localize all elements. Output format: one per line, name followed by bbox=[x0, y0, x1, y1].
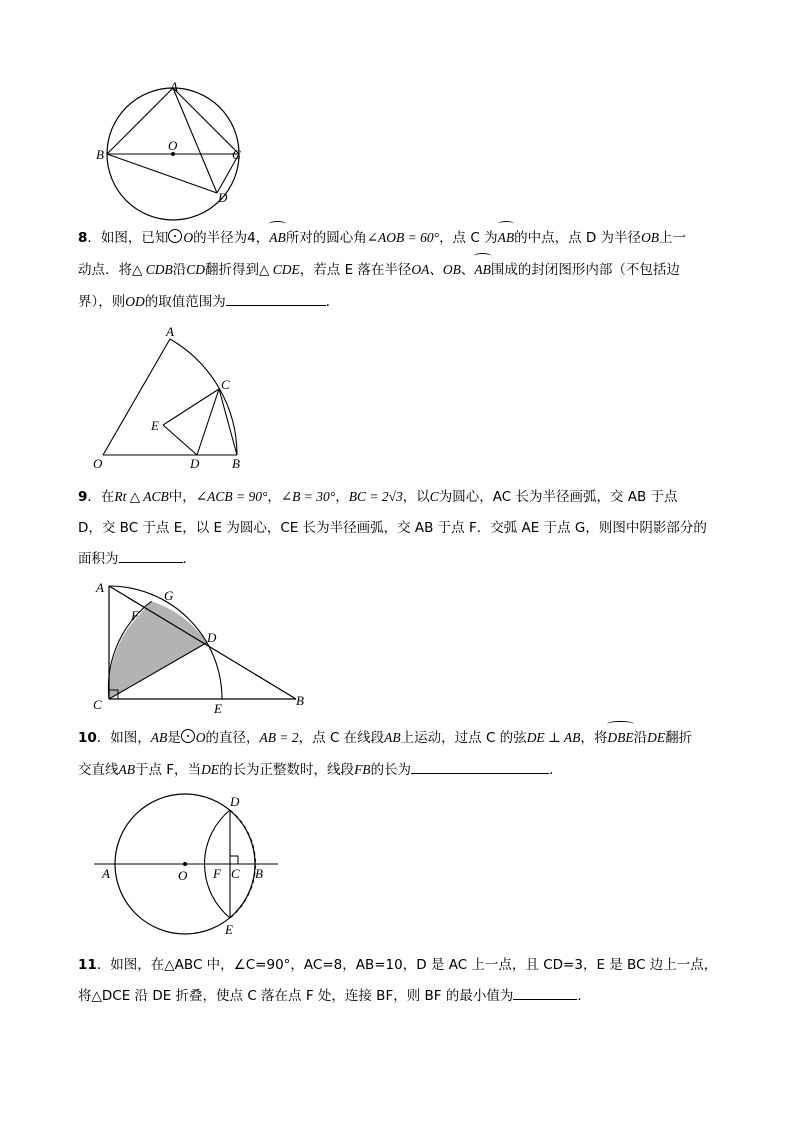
question-number: 8 bbox=[78, 230, 88, 246]
q9-text-14: ． bbox=[182, 551, 196, 567]
question-number: 11 bbox=[78, 957, 97, 973]
label-d: D bbox=[218, 190, 228, 205]
answer-blank[interactable] bbox=[513, 984, 577, 1000]
q8-text-3: 的半径为4， bbox=[193, 230, 270, 246]
label-d: D bbox=[190, 456, 200, 471]
label-c: C bbox=[93, 697, 102, 712]
q10-math-ab3: AB bbox=[384, 730, 401, 745]
q9-math-rt: Rt △ ACB bbox=[114, 489, 169, 504]
q8-math-cdb: △ CDB bbox=[132, 262, 173, 277]
q10-text-9: 上运动，过点 C 的弦 bbox=[400, 730, 527, 746]
label-f: F bbox=[213, 866, 221, 881]
label-o: O bbox=[93, 456, 103, 471]
question-number: 10 bbox=[78, 730, 97, 746]
label-g: G bbox=[164, 588, 174, 603]
question-9 bbox=[78, 481, 758, 575]
label-a: A bbox=[166, 324, 174, 339]
q8-text-28: ． bbox=[325, 294, 340, 310]
q10-text-3: 是 bbox=[167, 730, 181, 746]
label-o: O bbox=[168, 138, 178, 153]
label-a: A bbox=[102, 866, 110, 881]
label-b: B bbox=[96, 147, 104, 162]
question-10 bbox=[78, 722, 758, 786]
answer-blank[interactable] bbox=[226, 290, 326, 306]
label-b: B bbox=[296, 693, 304, 708]
q9-math-b: ∠B = 30° bbox=[280, 489, 336, 504]
q10-text-1: ．如图， bbox=[96, 730, 151, 746]
label-c: C bbox=[232, 147, 241, 162]
q10-math-de2: DE bbox=[647, 730, 666, 745]
answer-blank[interactable] bbox=[411, 758, 549, 774]
q10-math-ab: AB bbox=[150, 730, 168, 745]
q9-text-12: D，交 BC 于点 E，以 E 为圆心，CE 长为半径画弧，交 AB 于点 F．交弧 AE 于点 G，则图中阴影部分的 bbox=[78, 520, 707, 536]
q8-text-14: 沿 bbox=[172, 262, 187, 278]
arc-ab bbox=[170, 339, 237, 455]
q9-text-7: ， bbox=[335, 489, 349, 505]
question-11 bbox=[78, 950, 758, 1012]
q9-math-bc: BC = 2√3 bbox=[348, 489, 403, 504]
q10-text-16: 交直线 bbox=[78, 762, 119, 778]
q10-text-23: ． bbox=[549, 762, 563, 778]
q8-text-5: 所对的圆心角 bbox=[285, 230, 367, 246]
q9-text-3: 中， bbox=[168, 489, 196, 505]
label-e: E bbox=[214, 701, 222, 716]
q8-text-24: 围成的封闭图形内部（不包括边 bbox=[490, 262, 680, 278]
center-dot bbox=[183, 862, 187, 866]
question-8 bbox=[78, 222, 758, 318]
segment-ad bbox=[173, 88, 217, 193]
q10-text-5: 的直径， bbox=[205, 730, 260, 746]
q10-math-ab2: AB = 2 bbox=[259, 730, 299, 745]
q10-math-ab4: AB bbox=[118, 762, 135, 777]
q11-text-1: ．如图，在△ABC 中，∠C=90°，AC=8，AB=10，D 是 AC 上一点，且 CD=3，E 是 BC 边上一点， bbox=[96, 957, 718, 973]
label-a: A bbox=[170, 79, 178, 94]
q10-math-de: DE ⊥ AB bbox=[526, 730, 581, 745]
q10-math-de3: DE bbox=[201, 762, 220, 777]
q10-text-20: 的长为正整数时，线段 bbox=[219, 762, 355, 778]
question-number: 9 bbox=[78, 489, 88, 505]
q9-text-1: ．在 bbox=[87, 489, 115, 505]
q8-text-18: ，若点 E 落在半径 bbox=[299, 262, 412, 278]
q9-text-11: 为圆心，AC 长为半径画弧，交 AB 于点 bbox=[438, 489, 678, 505]
q9-text-13: 面积为 bbox=[78, 551, 119, 567]
q8-math-o: O bbox=[183, 230, 194, 245]
q10-math-fb: FB bbox=[354, 762, 371, 777]
q8-text-25: 界），则 bbox=[78, 294, 126, 310]
label-b: B bbox=[255, 866, 263, 881]
q8-text-16: 翻折得到 bbox=[205, 262, 260, 278]
q8-text-11: 上一 bbox=[659, 230, 687, 246]
q8-math-ob: OB bbox=[641, 230, 660, 245]
q8-math-od: OD bbox=[125, 294, 145, 309]
figure-q7 bbox=[90, 76, 260, 226]
figure-q10 bbox=[90, 790, 290, 940]
segment-cd bbox=[197, 389, 219, 455]
q8-math-oa: OA bbox=[411, 262, 430, 277]
right-angle-mark bbox=[230, 856, 238, 864]
segment-cb bbox=[219, 389, 237, 455]
q8-math-ob-2: OB bbox=[442, 262, 461, 277]
label-e: E bbox=[151, 418, 159, 433]
q8-text-1: ．如图，已知 bbox=[87, 230, 169, 246]
q8-math-cd: CD bbox=[186, 262, 206, 277]
circle-symbol-icon bbox=[181, 729, 195, 743]
q11-text-2: 将△DCE 沿 DE 折叠，使点 C 落在点 F 处，连接 BF，则 BF 的最小值为 bbox=[78, 988, 514, 1004]
q9-text-5: ， bbox=[267, 489, 281, 505]
q8-text-27: 的取值范围为 bbox=[144, 294, 226, 310]
label-e: E bbox=[225, 922, 233, 937]
q10-text-11: ，将 bbox=[580, 730, 608, 746]
q8-arc-ab-2: AB bbox=[498, 222, 515, 253]
q10-arc-dbe: DBE bbox=[607, 722, 633, 753]
q10-text-13: 沿 bbox=[633, 730, 648, 746]
q9-math-acb: ∠ACB = 90° bbox=[195, 489, 268, 504]
q8-text-22: 、 bbox=[460, 262, 475, 278]
label-c: C bbox=[221, 377, 230, 392]
q9-math-c: C bbox=[429, 489, 439, 504]
figure-q8 bbox=[90, 322, 260, 474]
q11-text-3: ． bbox=[577, 988, 591, 1004]
radius-oa bbox=[103, 339, 170, 455]
q8-text-9: 的中点，点 D 为半径 bbox=[514, 230, 642, 246]
circle-symbol-icon bbox=[168, 229, 182, 243]
q8-arc-ab-3: AB bbox=[474, 254, 491, 285]
q9-text-9: ，以 bbox=[402, 489, 430, 505]
label-d: D bbox=[207, 630, 217, 645]
label-c: C bbox=[231, 866, 240, 881]
segment-ed bbox=[163, 425, 197, 455]
q10-text-18: 于点 F，当 bbox=[135, 762, 202, 778]
q10-text-7: ，点 C 在线段 bbox=[298, 730, 385, 746]
q10-math-o: O bbox=[195, 730, 206, 745]
q8-arc-ab: AB bbox=[269, 222, 286, 253]
answer-blank[interactable] bbox=[119, 547, 183, 563]
q8-text-7: ，点 C 为 bbox=[439, 230, 498, 246]
segment-ce bbox=[163, 389, 219, 425]
figure-q9 bbox=[90, 576, 315, 716]
q10-text-22: 的长为 bbox=[370, 762, 412, 778]
q10-text-15: 翻折 bbox=[665, 730, 693, 746]
q8-math-cde: △ CDE bbox=[259, 262, 300, 277]
label-f: F bbox=[131, 608, 139, 623]
q8-text-12: 动点．将 bbox=[78, 262, 132, 278]
label-d: D bbox=[230, 794, 240, 809]
segment-bd bbox=[107, 154, 217, 193]
q8-math-angle: ∠AOB = 60° bbox=[366, 230, 440, 245]
q8-text-20: 、 bbox=[429, 262, 443, 278]
label-o: O bbox=[178, 868, 188, 883]
label-b: B bbox=[232, 456, 240, 471]
label-a: A bbox=[96, 580, 104, 595]
